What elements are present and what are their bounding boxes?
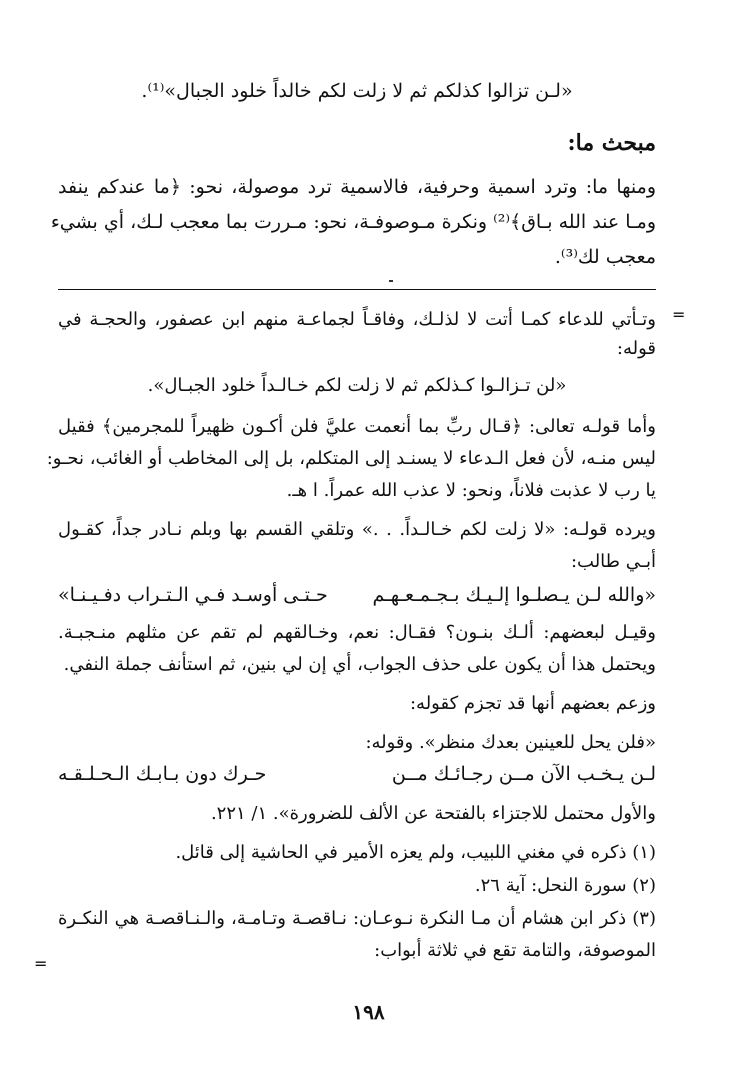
verse-1-hemistich-right: «والله لـن يـصلـوا إلـيـك بـجـمـعـهـم [372, 584, 656, 606]
footnote-line: أبـي طالب: [570, 551, 656, 572]
footnote-note-2: (٢) سورة النحل: آية ٢٦. [474, 875, 656, 896]
footnote-line: ويحتمل هذا أن يكون على حذف الجواب، أي إن لي بنين، ثم استأنف جملة النفي. [63, 654, 656, 675]
continuation-mark-top: = [672, 305, 686, 324]
footnote-separator [58, 289, 656, 290]
separator-dot [389, 280, 393, 282]
footnote-line: ويرده قولـه: «لا زلت لكم خـالـداً. . .» وتلقي القسم بها وبلم نـادر جداً، كقـول [58, 519, 656, 540]
page-number: ١٩٨ [352, 1000, 385, 1024]
footnote-line: «فلن يحل للعينين بعدك منظر». وقوله: [365, 732, 656, 753]
body-line-2: ومـا عند الله بـاق﴾⁽²⁾ ونكرة مـوصوفـة، نحو: مـررت بما معجب لـك، أي بشيء [50, 211, 656, 233]
verse-1-hemistich-left: حـتـى أوسـد فـي الـتـراب دفـيـنـا» [58, 584, 328, 606]
footnote-note-3-cont: الموصوفة، والتامة تقع في ثلاثة أبواب: [374, 940, 656, 961]
footnote-line: وتـأتي للدعاء كمـا أتت لا لذلـك، وفاقـاً لجماعـة منهم ابن عصفور، والحجـة في [58, 309, 656, 330]
footnote-line: وأما قولـه تعالى: ﴿قـال ربِّ بما أنعمت عليَّ فلن أكـون ظهيراً للمجرمين﴾ فقيل [58, 416, 656, 437]
footnote-line: وقيـل لبعضهم: ألـك بنـون؟ فقـال: نعم، وخـالقهم لم تقم عن مثلهم منـجبـة. [58, 622, 656, 643]
body-line-1: ومنها ما: وترد اسمية وحرفية، فالاسمية ترد موصولة، نحو: ﴿ما عندكم ينفد [58, 176, 656, 198]
body-line-3: معجب لك⁽³⁾. [554, 246, 656, 268]
footnote-line: يا رب لا عذبت فلاناً، ونحو: لا عذب الله عمراً. ا هـ. [286, 480, 656, 501]
footnote-line: وزعم بعضهم أنها قد تجزم كقوله: [409, 693, 656, 714]
verse-2-hemistich-left: حـرك دون بـابـك الـحـلـقـه [58, 763, 267, 785]
footnote-line: قوله: [616, 338, 656, 359]
footnote-line: ليس منـه، لأن فعل الـدعاء لا يسنـد إلى المتكلم، بل إلى المخاطب أو الغائب، نحـو: [46, 448, 656, 469]
footnote-quote: «لن تـزالـوا كـذلكم ثم لا زلت لكم خـالـداً خلود الجبـال». [147, 375, 567, 396]
verse-2-hemistich-right: لـن يـخـب الآن مــن رجـائـك مــن [391, 763, 656, 785]
continuation-mark-bottom: = [34, 954, 48, 973]
verse-2 [58, 761, 656, 787]
quote-line: «لـن تزالوا كذلكم ثم لا زلت لكم خالداً خلود الجبال»⁽¹⁾. [141, 80, 573, 102]
verse-1 [58, 582, 656, 608]
footnote-note-3: (٣) ذكر ابن هشام أن مـا النكرة نـوعـان: نـاقصـة وتـامـة، والـنـاقصـة هي النكـرة [58, 908, 656, 929]
footnote-note-1: (١) ذكره في مغني اللبيب، ولم يعزه الأمير في الحاشية إلى قائل. [175, 842, 656, 863]
section-heading: مبحث ما: [567, 130, 656, 156]
footnote-line: والأول محتمل للاجتزاء بالفتحة عن الألف للضرورة». ١/ ٢٢١. [210, 803, 656, 824]
